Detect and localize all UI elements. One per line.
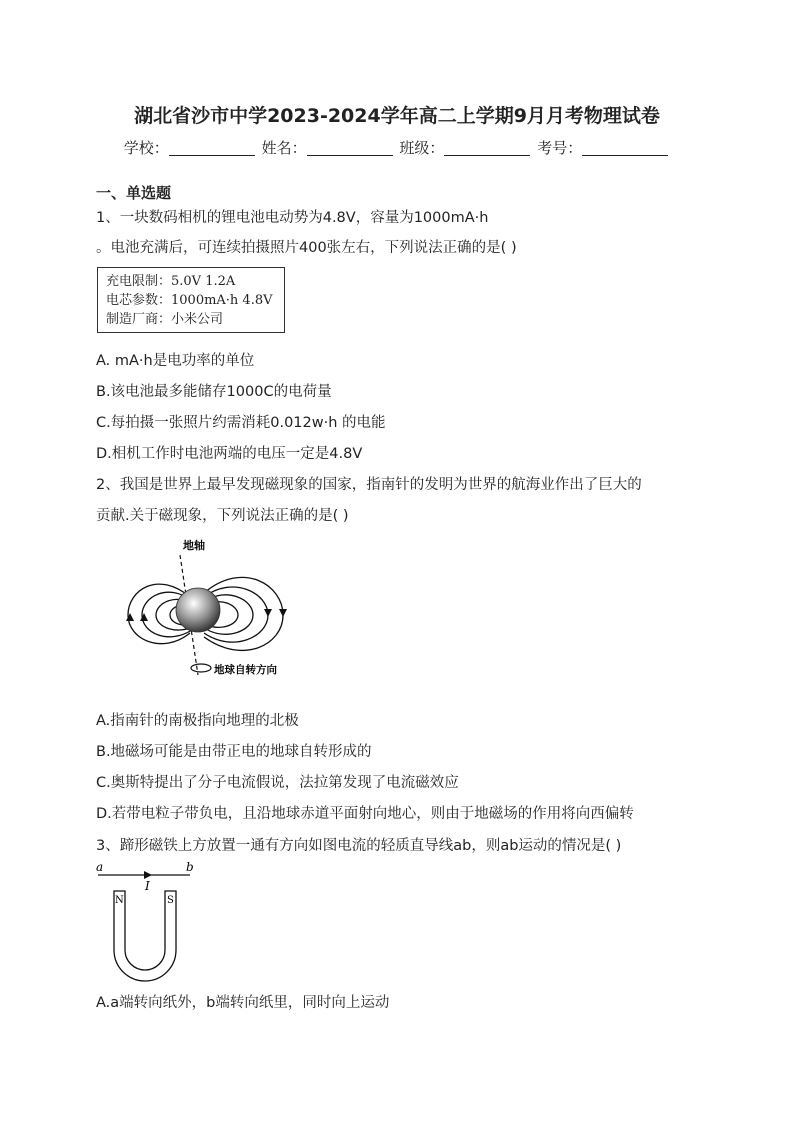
q1-option-d: D.相机工作时电池两端的电压一定是4.8V <box>96 446 363 462</box>
page-title: 湖北省沙市中学2023-2024学年高二上学期9月月考物理试卷 <box>134 105 660 127</box>
q1-option-a: A. mA·h是电功率的单位 <box>96 353 255 369</box>
wire-end-b-label: b <box>186 860 194 874</box>
q1-option-b: B.该电池最多能储存1000C的电荷量 <box>96 384 332 400</box>
horseshoe-magnet-figure <box>92 858 202 983</box>
class-label: 班级： <box>399 139 445 157</box>
q3-stem: 3、蹄形磁铁上方放置一通有方向如图电流的轻质直导线ab，则ab运动的情况是( ) <box>96 838 622 854</box>
q2-option-d: D.若带电粒子带负电，且沿地球赤道平面射向地心，则由于地磁场的作用将向西偏转 <box>96 806 634 822</box>
earth-rotation-label: 地球自转方向 <box>214 664 277 676</box>
student-info-row <box>0 137 794 158</box>
school-label: 学校： <box>123 139 169 157</box>
magnet-south-label: S <box>167 895 174 906</box>
q3-option-a: A.a端转向纸外，b端转向纸里，同时向上运动 <box>96 995 390 1011</box>
earth-axis-label: 地轴 <box>183 539 205 552</box>
q1-option-c: C.每拍摄一张照片约需消耗0.012w·h 的电能 <box>96 415 386 431</box>
name-label: 姓名： <box>261 139 307 157</box>
q2-stem-line2: 贡献.关于磁现象，下列说法正确的是( ) <box>96 508 349 524</box>
q1-stem-line1: 1、一块数码相机的锂电池电动势为4.8V，容量为1000mA·h <box>96 210 489 226</box>
q2-option-b: B.地磁场可能是由带正电的地球自转形成的 <box>96 744 372 760</box>
section-title: 一、单选题 <box>96 184 172 202</box>
q2-option-c: C.奥斯特提出了分子电流假说，法拉第发现了电流磁效应 <box>96 775 459 791</box>
q1-box-line: 充电限制：5.0V 1.2A <box>106 274 236 289</box>
q2-option-a: A.指南针的南极指向地理的北极 <box>96 713 299 729</box>
q1-battery-label-box <box>97 267 285 333</box>
magnet-north-label: N <box>115 895 124 906</box>
q1-box-line: 制造厂商：小米公司 <box>106 312 224 327</box>
earth-magnetic-field-figure <box>118 535 293 685</box>
q1-stem-line2: 。电池充满后，可连续拍摄照片400张左右，下列说法正确的是( ) <box>96 240 517 256</box>
exam-number-label: 考号： <box>537 139 583 157</box>
name-blank[interactable] <box>307 141 393 156</box>
current-label: I <box>145 879 150 893</box>
class-blank[interactable] <box>444 141 530 156</box>
wire-end-a-label: a <box>96 860 104 874</box>
q1-box-line: 电芯参数：1000mA·h 4.8V <box>106 293 273 308</box>
school-blank[interactable] <box>169 141 255 156</box>
exam-number-blank[interactable] <box>582 141 668 156</box>
q2-stem-line1: 2、我国是世界上最早发现磁现象的国家，指南针的发明为世界的航海业作出了巨大的 <box>96 477 642 493</box>
